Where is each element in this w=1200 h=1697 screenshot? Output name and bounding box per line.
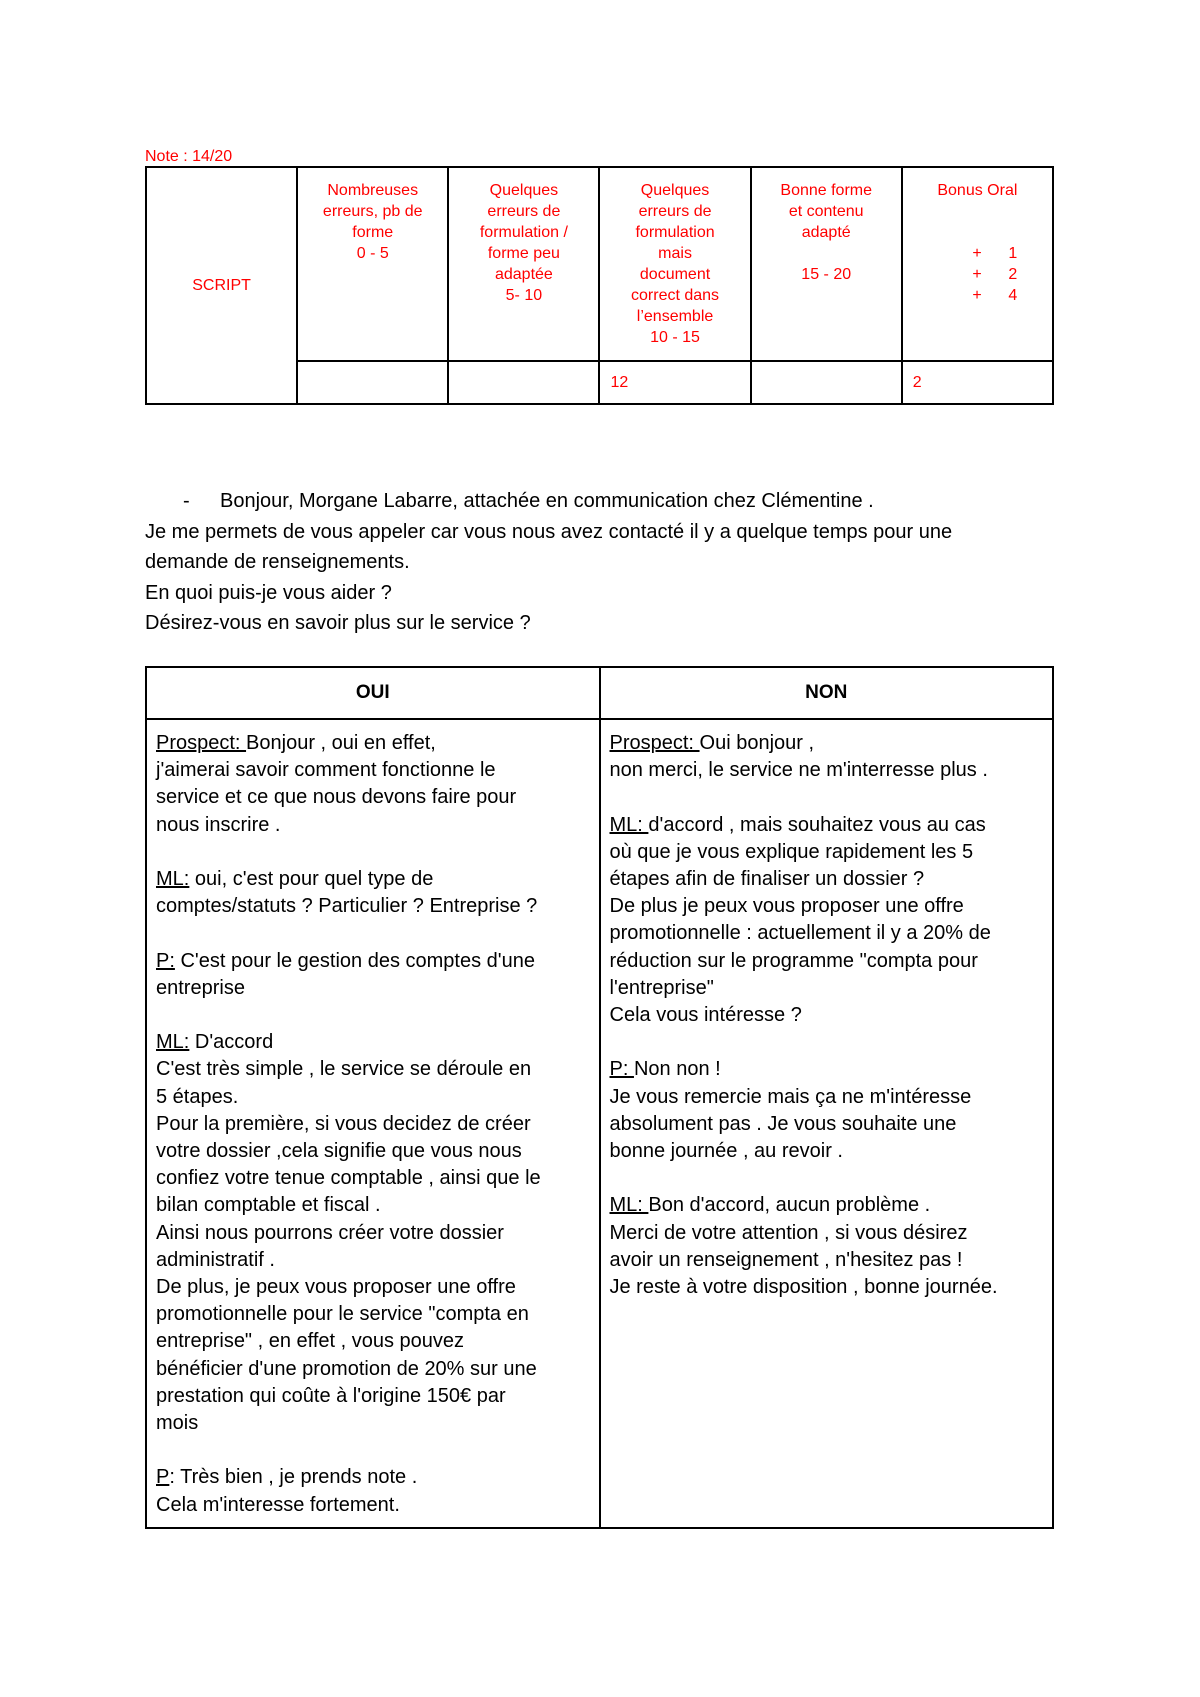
criterion-line: erreurs, pb de: [322, 203, 423, 220]
grade-note: Note : 14/20: [145, 148, 233, 165]
dialog-turn: [610, 812, 1045, 1030]
dialog-line: Merci de votre attention , si vous désirez: [609, 1221, 968, 1244]
criterion-line: correct dans: [631, 287, 720, 304]
dialog-line: absolument pas . Je vous souhaite une: [609, 1112, 957, 1135]
criterion-line: 10 - 15: [650, 329, 700, 346]
dialog-line: administratif .: [156, 1248, 275, 1271]
bonus-score-cell: 2: [902, 361, 1053, 404]
plus-sign: +: [972, 266, 982, 283]
bonus-title: Bonus Oral: [937, 182, 1018, 199]
criterion-line: l’ensemble: [636, 308, 714, 325]
dialog-line: avoir un renseignement , n'hesitez pas !: [609, 1248, 963, 1271]
dialog-line: Prospect: Bonjour , oui en effet,: [156, 732, 436, 754]
bonus-value: 2: [1008, 266, 1018, 283]
dialog-line: l'entreprise": [609, 976, 714, 999]
intro-bullet-line: [145, 486, 1065, 517]
dialog-line: nous inscrire .: [156, 813, 281, 836]
dialog-line: Je vous remercie mais ça ne m'intéresse: [609, 1085, 972, 1108]
criterion-line: Nombreuses: [327, 182, 419, 199]
dialog-line: mois: [156, 1412, 199, 1435]
criterion-line: adaptée: [494, 266, 553, 283]
dialog-line: comptes/statuts ? Particulier ? Entreprise ?: [156, 895, 538, 918]
dialog-line: Cela m'interesse fortement.: [156, 1493, 400, 1516]
dialog-line: bénéficier d'une promotion de 20% sur une: [156, 1357, 537, 1380]
dialog-line: réduction sur le programme "compta pour: [609, 949, 978, 972]
dialog-turn: [156, 866, 591, 920]
score-cell: [448, 361, 599, 404]
criterion-line: mais: [658, 245, 692, 262]
dialog-line: Cela vous intéresse ?: [609, 1004, 802, 1027]
plus-sign: +: [972, 245, 982, 262]
dialog-body-row: [146, 719, 1053, 1528]
dialog-line: Prospect: Oui bonjour ,: [609, 732, 815, 754]
dialog-line: ML: d'accord , mais souhaitez vous au cas: [609, 813, 986, 836]
dialog-line: entreprise" , en effet , vous pouvez: [156, 1330, 465, 1353]
criterion-line: Bonne forme: [780, 182, 872, 199]
criterion-cell: [751, 167, 902, 361]
speaker-label: ML:: [156, 868, 190, 890]
dialog-line: prestation qui coûte à l'origine 150€ par: [156, 1384, 506, 1407]
bonus-value: 1: [1008, 245, 1018, 262]
dialog-line: C'est très simple , le service se déroule en: [156, 1058, 532, 1081]
non-column: [600, 719, 1054, 1528]
criterion-line: forme peu: [487, 245, 560, 262]
intro-line: demande de renseignements.: [145, 551, 410, 573]
criterion-line: Quelques: [640, 182, 710, 199]
criterion-line: et contenu: [788, 203, 864, 220]
speaker-label: ML:: [609, 1194, 649, 1217]
plus-sign: +: [972, 287, 982, 304]
criterion-line: 15 - 20: [801, 266, 852, 283]
dialog-line: P: C'est pour le gestion des comptes d'une: [156, 949, 535, 972]
dialog-line: Ainsi nous pourrons créer votre dossier: [156, 1221, 504, 1244]
dialog-line: De plus je peux vous proposer une offre: [609, 895, 964, 918]
dialog-line: non merci, le service ne m'interresse plus .: [609, 759, 988, 782]
criterion-cell: [297, 167, 448, 361]
bonus-option: [907, 285, 1048, 306]
criterion-cell: [448, 167, 599, 361]
criterion-line: document: [639, 266, 711, 283]
speaker-label: P:: [156, 949, 175, 972]
dialog-line: confiez votre tenue comptable , ainsi que le: [156, 1167, 541, 1190]
intro-line: Je me permets de vous appeler car vous nous avez contacté il y a quelque temps pour une: [145, 520, 953, 543]
dialog-turn: [610, 1192, 1045, 1301]
speaker-label: Prospect:: [609, 732, 700, 754]
bonus-value: 4: [1008, 287, 1018, 304]
criterion-line: 5- 10: [505, 287, 543, 304]
dialog-line: De plus, je peux vous proposer une offre: [156, 1276, 516, 1299]
bonus-option: [907, 264, 1048, 285]
dialog-turn: [156, 948, 591, 1002]
dialog-line: 5 étapes.: [156, 1085, 239, 1108]
bonus-option: [907, 243, 1048, 264]
criterion-line: [756, 243, 897, 264]
intro-line: En quoi puis-je vous aider ?: [145, 581, 392, 604]
criterion-line: formulation: [635, 224, 715, 241]
dialog-turn: [156, 730, 591, 839]
speaker-label: ML:: [609, 813, 649, 836]
criterion-line: formulation /: [479, 224, 568, 241]
bonus-options: [907, 243, 1048, 306]
score-cell: [297, 361, 448, 404]
row-label-script: SCRIPT: [146, 167, 297, 404]
dialog-line: promotionnelle : actuellement il y a 20% de: [609, 922, 991, 945]
dialog-line: Je reste à votre disposition , bonne journée.: [609, 1276, 998, 1299]
speaker-label: Prospect:: [156, 732, 247, 754]
criterion-line: erreurs de: [487, 203, 561, 220]
intro-text: [145, 486, 1065, 639]
dialog-line: P: Très bien , je prends note .: [156, 1466, 418, 1489]
dialog-turn: [156, 1464, 591, 1518]
dialog-line: bilan comptable et fiscal .: [156, 1194, 381, 1217]
dialog-line: votre dossier ,cela signifie que vous nous: [156, 1140, 522, 1162]
speaker-label: ML:: [156, 1031, 190, 1054]
dialog-turn: [610, 1056, 1045, 1165]
oui-column: [146, 719, 600, 1528]
dialog-line: entreprise: [156, 976, 245, 999]
dialog-line: où que je vous explique rapidement les 5: [609, 840, 974, 863]
dialog-line: service et ce que nous devons faire pour: [156, 786, 517, 809]
criterion-line: Quelques: [489, 182, 559, 199]
header-non: NON: [600, 667, 1054, 719]
dialog-turn: [156, 1029, 591, 1437]
dialog-line: étapes afin de finaliser un dossier ?: [609, 868, 925, 890]
dialog-line: bonne journée , au revoir .: [609, 1140, 843, 1163]
speaker-label: P: [156, 1466, 170, 1489]
dialog-line: ML: D'accord: [156, 1031, 274, 1054]
dialog-line: ML: oui, c'est pour quel type de: [156, 868, 434, 890]
dialog-line: ML: Bon d'accord, aucun problème .: [609, 1194, 931, 1217]
criterion-line: forme: [352, 224, 394, 241]
dash-bullet: -: [183, 490, 190, 512]
header-oui: OUI: [146, 667, 600, 719]
speaker-label: P:: [609, 1058, 634, 1081]
greeting-text: Bonjour, Morgane Labarre, attachée en communication chez Clémentine .: [220, 490, 874, 512]
criterion-line: erreurs de: [638, 203, 712, 220]
grading-table: [145, 166, 1054, 405]
bonus-oral-cell: [902, 167, 1053, 361]
criterion-line: adapté: [801, 224, 851, 241]
dialog-line: P: Non non !: [609, 1058, 721, 1081]
dialog-header-row: [146, 667, 1053, 719]
grading-criteria-row: [146, 167, 1053, 361]
dialog-table: [145, 666, 1054, 1529]
intro-line: Désirez-vous en savoir plus sur le service ?: [145, 612, 531, 634]
dialog-line: promotionnelle pour le service "compta en: [156, 1303, 529, 1326]
criterion-cell: [599, 167, 750, 361]
dialog-turn: [610, 730, 1045, 784]
criterion-line: 0 - 5: [356, 245, 389, 262]
dialog-line: j'aimerai savoir comment fonctionne le: [156, 759, 496, 782]
score-cell: [751, 361, 902, 404]
score-cell: 12: [599, 361, 750, 404]
dialog-line: Pour la première, si vous decidez de créer: [156, 1112, 531, 1135]
